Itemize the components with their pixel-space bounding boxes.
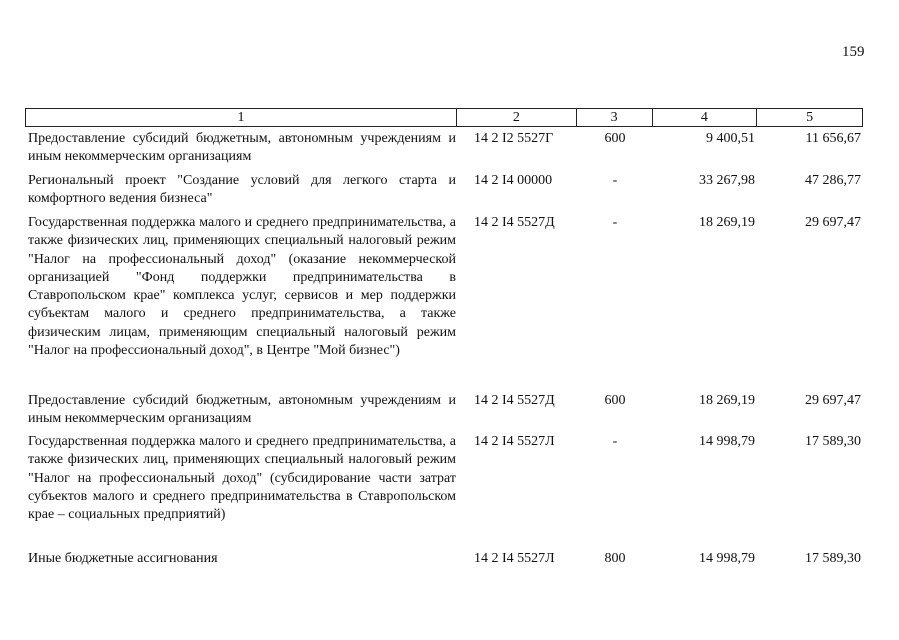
header-cell-2: 2 xyxy=(457,109,577,126)
row-code: 14 2 I4 5527Л xyxy=(474,434,555,449)
row-amount-col5: 17 589,30 xyxy=(805,551,861,566)
row-description: Региональный проект "Создание условий для легкого старта и комфортного ведения бизнеса" xyxy=(28,173,456,207)
row-amount-col5: 11 656,67 xyxy=(805,131,861,146)
row-amount-col4: 33 267,98 xyxy=(699,173,755,188)
row-code: 14 2 I2 5527Г xyxy=(474,131,554,146)
row-amount-col5: 29 697,47 xyxy=(805,215,861,230)
row-amount-col4: 14 998,79 xyxy=(699,434,755,449)
row-expense-type: - xyxy=(612,173,618,188)
row-amount-col4: 14 998,79 xyxy=(699,551,755,566)
row-description: Иные бюджетные ассигнования xyxy=(28,551,218,566)
header-cell-5: 5 xyxy=(806,110,814,125)
row-expense-type: 800 xyxy=(604,551,626,566)
header-cell-3: 3 xyxy=(577,109,653,126)
row-description: Предоставление субсидий бюджетным, автономным учреждениям и иным некоммерческим организациям xyxy=(28,131,456,165)
row-amount-col5: 29 697,47 xyxy=(805,393,861,408)
row-code: 14 2 I4 5527Д xyxy=(474,215,555,230)
row-amount-col4: 18 269,19 xyxy=(699,215,755,230)
row-amount-col4: 9 400,51 xyxy=(706,131,755,146)
row-amount-col4: 18 269,19 xyxy=(699,393,755,408)
row-amount-col5: 17 589,30 xyxy=(805,434,861,449)
row-expense-type: - xyxy=(612,434,618,449)
row-description: Государственная поддержка малого и среднего предпринимательства, а также физических лиц, применяющих специальный налоговый режим "Налог на профессиональный доход" (субсидирование части затрат субъектов малого и среднего предпринимательства в Ставропольском крае – социальных предприятий) xyxy=(28,434,456,523)
header-cell-1: 1 xyxy=(26,109,457,126)
row-description: Предоставление субсидий бюджетным, автономным учреждениям и иным некоммерческим организациям xyxy=(28,393,456,427)
row-amount-col5: 47 286,77 xyxy=(805,173,861,188)
row-expense-type: 600 xyxy=(604,131,626,146)
page-number: 159 xyxy=(842,44,865,60)
row-expense-type: 600 xyxy=(604,393,626,408)
row-code: 14 2 I4 00000 xyxy=(474,173,553,188)
table-header xyxy=(25,108,863,127)
row-code: 14 2 I4 5527Л xyxy=(474,551,555,566)
row-code: 14 2 I4 5527Д xyxy=(474,393,555,408)
row-description: Государственная поддержка малого и среднего предпринимательства, а также физических лиц, применяющих специальный налоговый режим "Налог на профессиональный доход" (оказание некоммерческой организацией "Фонд поддержки предпринимательства в Ставропольском крае" комплекса услуг, сервисов и мер поддержки субъектам малого и среднего предпринимательства, а также физическим лицам, применяющим специальный налоговый режим "Налог на профессиональный доход", в Центре "Мой бизнес") xyxy=(28,215,456,359)
header-cell-4: 4 xyxy=(653,109,758,126)
row-expense-type: - xyxy=(612,215,618,230)
